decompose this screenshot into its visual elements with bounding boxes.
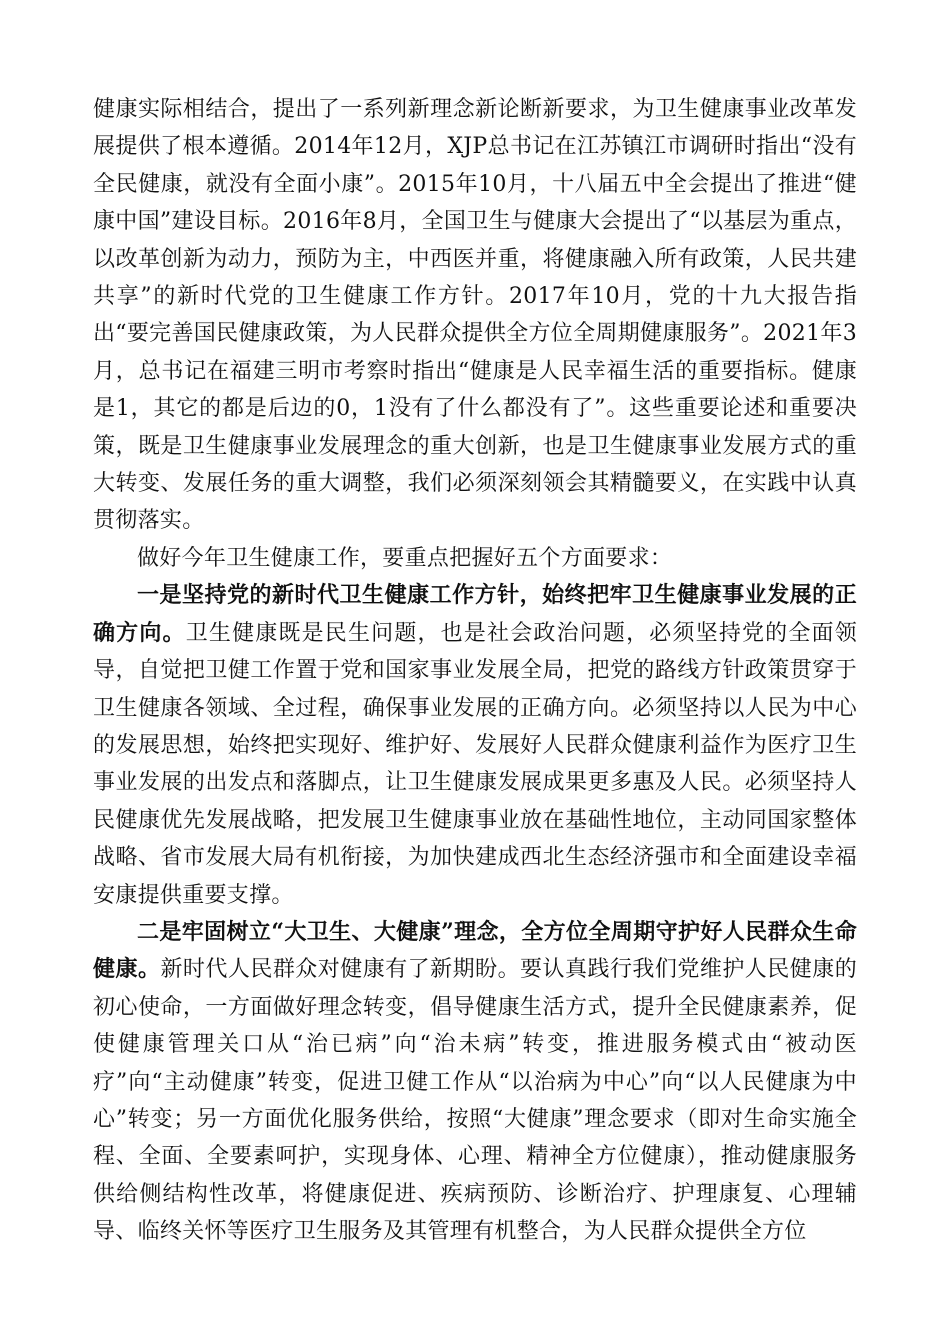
paragraph-point-two	[93, 914, 857, 1251]
paragraph-continuation: 健康实际相结合，提出了一系列新理念新论断新要求，为卫生健康事业改革发展提供了根本遵循。2014年12月，XJP总书记在江苏镇江市调研时指出“没有全民健康，就没有全面小康”。2015年10月，十八届五中全会提出了推进“健康中国”建设目标。2016年8月，全国卫生与健康大会提出了“以基层为重点，以改革创新为动力，预防为主，中西医并重，将健康融入所有政策，人民共建共享”的新时代党的卫生健康工作方针。2017年10月，党的十九大报告指出“要完善国民健康政策，为人民群众提供全方位全周期健康服务”。2021年3月，总书记在福建三明市考察时指出“健康是人民幸福生活的重要指标。健康是1，其它的都是后边的0，1没有了什么都没有了”。这些重要论述和重要决策，既是卫生健康事业发展理念的重大创新，也是卫生健康事业发展方式的重大转变、发展任务的重大调整，我们必须深刻领会其精髓要义，在实践中认真贯彻落实。	[93, 97, 857, 534]
point-one-body: 卫生健康既是民生问题，也是社会政治问题，必须坚持党的全面领导，自觉把卫健工作置于党和国家事业发展全局，把党的路线方针政策贯穿于卫生健康各领域、全过程，确保事业发展的正确方向。必须坚持以人民为中心的发展思想，始终把实现好、维护好、发展好人民群众健康利益作为医疗卫生事业发展的出发点和落脚点，让卫生健康发展成果更多惠及人民。必须坚持人民健康优先发展战略，把发展卫生健康事业放在基础性地位，主动同国家整体战略、省市发展大局有机衔接，为加快建成西北生态经济强市和全面建设幸福安康提供重要支撑。	[93, 620, 858, 908]
point-two-body: 新时代人民群众对健康有了新期盼。要认真践行我们党维护人民健康的初心使命，一方面做好理念转变，倡导健康生活方式，提升全民健康素养，促使健康管理关口从“治已病”向“治未病”转变，推进服务模式由“被动医疗”向“主动健康”转变，促进卫健工作从“以治病为中心”向“以人民健康为中心”转变；另一方面优化服务供给，按照“大健康”理念要求（即对生命实施全程、全面、全要素呵护，实现身体、心理、精神全方位健康），推动健康服务供给侧结构性改革，将健康促进、疾病预防、诊断治疗、护理康复、心理辅导、临终关怀等医疗卫生服务及其管理有机整合，为人民群众提供全方位	[93, 957, 857, 1245]
document-page	[93, 91, 857, 1251]
paragraph-intro: 做好今年卫生健康工作，要重点把握好五个方面要求：	[137, 545, 673, 571]
point-one-heading: 一是坚持党的新时代卫生健康工作方针，始终把牢卫生健康事业发展的正确方向。	[93, 582, 857, 646]
paragraph-point-one	[93, 577, 857, 914]
point-two-heading: 二是牢固树立“大卫生、大健康”理念，全方位全周期守护好人民群众生命健康。	[93, 918, 857, 983]
